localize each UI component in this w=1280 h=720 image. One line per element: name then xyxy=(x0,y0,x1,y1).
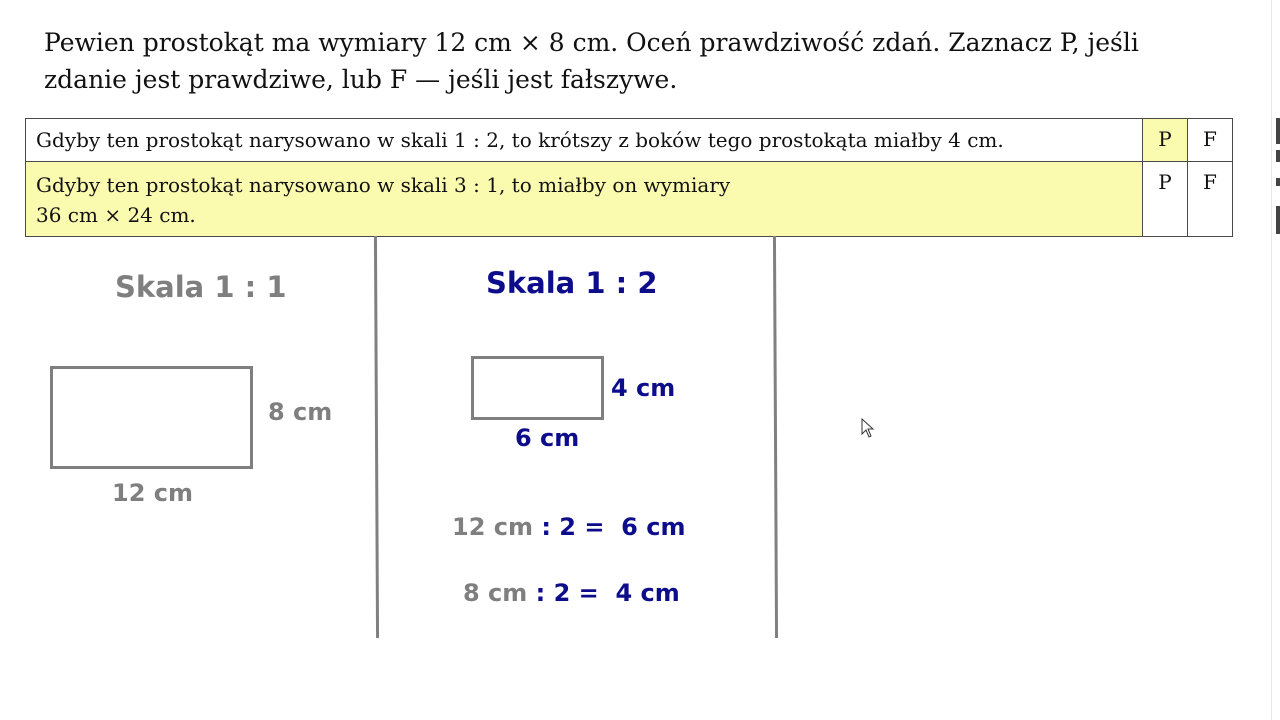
window-edge xyxy=(1271,0,1280,720)
calculation-2-operand: 8 cm xyxy=(463,579,528,607)
edge-mark xyxy=(1276,118,1280,144)
true-false-table xyxy=(25,118,1233,237)
scaled-rectangle xyxy=(471,356,604,420)
statement-1-true-option[interactable]: P xyxy=(1143,119,1188,162)
original-rectangle xyxy=(50,366,253,469)
statement-1 xyxy=(26,119,1143,162)
original-height-label: 8 cm xyxy=(268,398,333,426)
scale-1-2-title: Skala 1 : 2 xyxy=(486,266,658,300)
mouse-cursor-icon xyxy=(861,418,877,440)
statement-1-false-option[interactable]: F xyxy=(1188,119,1233,162)
statement-2-line-2: 36 cm × 24 cm. xyxy=(36,203,196,227)
edge-mark xyxy=(1276,150,1280,162)
calculation-1 xyxy=(452,513,685,541)
statement-2-false-option[interactable]: F xyxy=(1188,162,1233,237)
question-line-2: zdanie jest prawdziwe, lub F — jeśli jest fałszywe. xyxy=(44,65,678,94)
edge-mark xyxy=(1276,206,1280,234)
table-row xyxy=(26,162,1233,237)
statement-1-text: Gdyby ten prostokąt narysowano w skali 1 : 2, to krótszy z boków tego prostokąta miałby 4 cm. xyxy=(36,128,1004,152)
statement-2 xyxy=(26,162,1143,237)
scaled-width-label: 6 cm xyxy=(515,424,580,452)
original-width-label: 12 cm xyxy=(112,479,193,507)
column-divider xyxy=(374,236,379,638)
question-line-1: Pewien prostokąt ma wymiary 12 cm × 8 cm. Oceń prawdziwość zdań. Zaznacz P, jeśli xyxy=(44,28,1139,57)
statement-2-line-1: Gdyby ten prostokąt narysowano w skali 3 : 1, to miałby on wymiary xyxy=(36,173,731,197)
scaled-height-label: 4 cm xyxy=(611,374,676,402)
calculation-2 xyxy=(463,579,680,607)
table-row xyxy=(26,119,1233,162)
statement-2-true-option[interactable]: P xyxy=(1143,162,1188,237)
calculation-1-operand: 12 cm xyxy=(452,513,533,541)
calculation-2-result: : 2 = 4 cm xyxy=(527,579,680,607)
column-divider xyxy=(773,236,778,638)
scale-1-1-title: Skala 1 : 1 xyxy=(115,270,287,304)
edge-mark xyxy=(1276,178,1280,186)
question-text xyxy=(44,24,1244,98)
calculation-1-result: : 2 = 6 cm xyxy=(533,513,686,541)
